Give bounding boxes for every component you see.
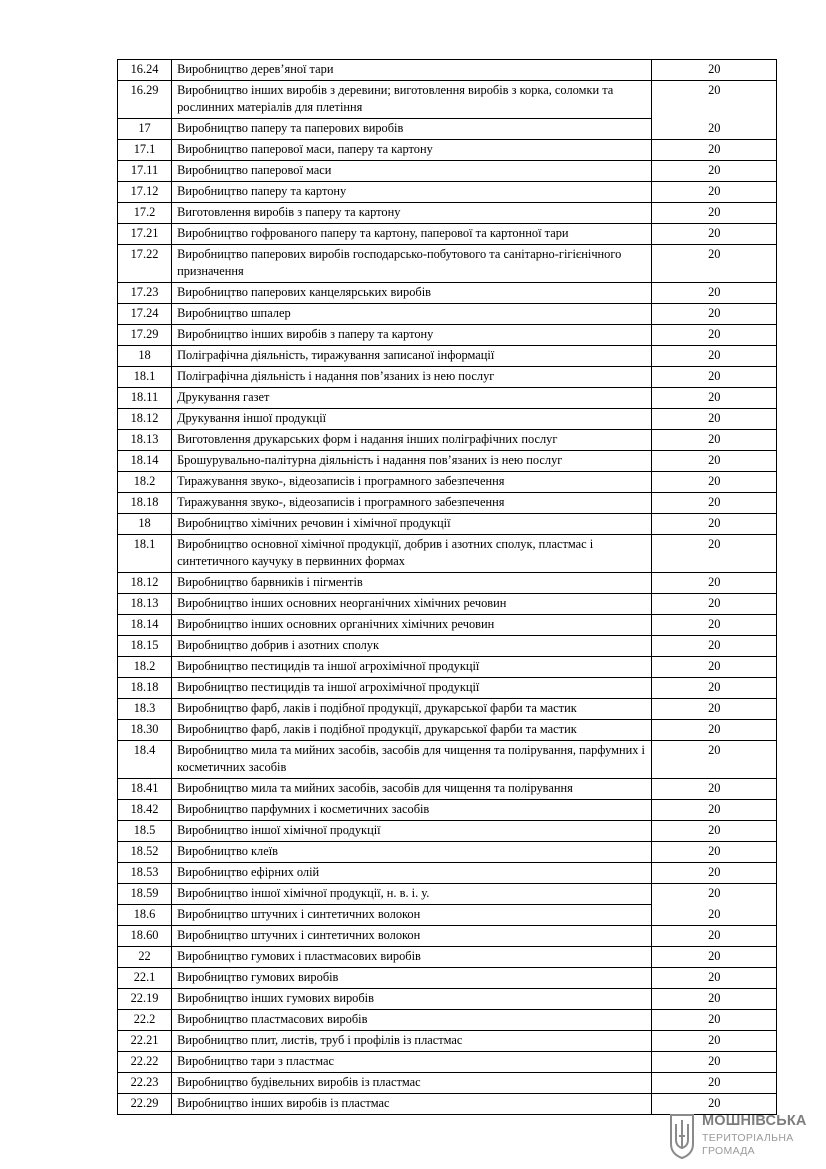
code-cell: 18.14	[118, 615, 172, 636]
code-cell: 17.12	[118, 182, 172, 203]
table-row	[118, 493, 777, 514]
name-cell: Виробництво парфумних і косметичних засобів	[172, 800, 651, 821]
name-cell: Виробництво ефірних олій	[172, 863, 651, 884]
table-row	[118, 430, 777, 451]
rate-cell: 20	[651, 947, 776, 968]
community-logo	[668, 1112, 808, 1160]
rate-cell: 20	[651, 514, 776, 535]
rate-cell: 20	[651, 161, 776, 182]
name-cell: Виробництво іншої хімічної продукції	[172, 821, 651, 842]
code-cell: 17.24	[118, 304, 172, 325]
code-cell: 18.1	[118, 367, 172, 388]
name-cell: Виробництво гумових виробів	[172, 968, 651, 989]
table-row	[118, 968, 777, 989]
table-row	[118, 161, 777, 182]
name-cell: Виробництво клеїв	[172, 842, 651, 863]
code-cell: 22.1	[118, 968, 172, 989]
name-cell: Виробництво дерев’яної тари	[172, 60, 651, 81]
code-cell: 17	[118, 119, 172, 140]
code-cell: 17.23	[118, 283, 172, 304]
rate-cell: 20	[651, 968, 776, 989]
table-row	[118, 451, 777, 472]
name-cell: Виробництво пластмасових виробів	[172, 1010, 651, 1031]
table-row	[118, 926, 777, 947]
name-cell: Виготовлення виробів з паперу та картону	[172, 203, 651, 224]
rate-cell: 20	[651, 203, 776, 224]
table-row	[118, 741, 777, 779]
name-cell: Виробництво мила та мийних засобів, засобів для чищення та полірування, парфумних і косметичних засобів	[172, 741, 651, 779]
logo-subtitle-2: ГРОМАДА	[702, 1145, 755, 1157]
name-cell: Виробництво паперової маси, паперу та картону	[172, 140, 651, 161]
rate-cell: 20	[651, 863, 776, 884]
name-cell: Виробництво паперових виробів господарсько-побутового та санітарно-гігієнічного призначення	[172, 245, 651, 283]
name-cell: Виробництво паперової маси	[172, 161, 651, 182]
table-row	[118, 947, 777, 968]
name-cell: Виробництво гумових і пластмасових виробів	[172, 947, 651, 968]
code-cell: 22.23	[118, 1073, 172, 1094]
name-cell: Виробництво фарб, лаків і подібної продукції, друкарської фарби та мастик	[172, 699, 651, 720]
code-cell: 18.52	[118, 842, 172, 863]
rate-cell: 20	[651, 224, 776, 245]
table-row	[118, 367, 777, 388]
rate-cell: 20	[651, 119, 776, 140]
name-cell: Виробництво інших виробів з деревини; виготовлення виробів з корка, соломки та рослинних матеріалів для плетіння	[172, 81, 651, 119]
name-cell: Виробництво шпалер	[172, 304, 651, 325]
table-row	[118, 81, 777, 119]
code-cell: 18.11	[118, 388, 172, 409]
code-cell: 18.59	[118, 884, 172, 905]
rate-cell: 20	[651, 678, 776, 699]
code-cell: 22.22	[118, 1052, 172, 1073]
table-row	[118, 245, 777, 283]
code-cell: 16.29	[118, 81, 172, 119]
table-row	[118, 182, 777, 203]
activity-rates-table	[117, 59, 777, 1115]
table-row	[118, 119, 777, 140]
rate-cell: 20	[651, 989, 776, 1010]
name-cell: Друкування газет	[172, 388, 651, 409]
table-row	[118, 1031, 777, 1052]
code-cell: 22.21	[118, 1031, 172, 1052]
code-cell: 18	[118, 346, 172, 367]
rate-cell: 20	[651, 720, 776, 741]
rate-cell: 20	[651, 884, 776, 905]
code-cell: 18.4	[118, 741, 172, 779]
name-cell: Виробництво паперових канцелярських виробів	[172, 283, 651, 304]
table-row	[118, 388, 777, 409]
code-cell: 22.19	[118, 989, 172, 1010]
rate-cell: 20	[651, 926, 776, 947]
code-cell: 22.29	[118, 1094, 172, 1115]
table-row	[118, 140, 777, 161]
table-row	[118, 720, 777, 741]
name-cell: Виробництво інших основних органічних хімічних речовин	[172, 615, 651, 636]
code-cell: 17.2	[118, 203, 172, 224]
code-cell: 17.29	[118, 325, 172, 346]
rate-cell: 20	[651, 615, 776, 636]
rate-cell: 20	[651, 367, 776, 388]
table-row	[118, 514, 777, 535]
name-cell: Виготовлення друкарських форм і надання інших поліграфічних послуг	[172, 430, 651, 451]
rate-cell: 20	[651, 346, 776, 367]
name-cell: Виробництво паперу та картону	[172, 182, 651, 203]
table-row	[118, 1010, 777, 1031]
rate-cell: 20	[651, 283, 776, 304]
code-cell: 18.60	[118, 926, 172, 947]
code-cell: 18.13	[118, 430, 172, 451]
name-cell: Поліграфічна діяльність, тиражування записаної інформації	[172, 346, 651, 367]
code-cell: 18.12	[118, 573, 172, 594]
rate-cell: 20	[651, 245, 776, 283]
rate-cell: 20	[651, 741, 776, 779]
code-cell: 18.15	[118, 636, 172, 657]
code-cell: 17.1	[118, 140, 172, 161]
rate-cell: 20	[651, 60, 776, 81]
name-cell: Виробництво штучних і синтетичних волокон	[172, 905, 651, 926]
name-cell: Виробництво мила та мийних засобів, засобів для чищення та полірування	[172, 779, 651, 800]
name-cell: Брошурувально-палітурна діяльність і надання пов’язаних із нею послуг	[172, 451, 651, 472]
code-cell: 17.11	[118, 161, 172, 182]
rate-cell: 20	[651, 573, 776, 594]
code-cell: 18.42	[118, 800, 172, 821]
name-cell: Виробництво паперу та паперових виробів	[172, 119, 651, 140]
table-row	[118, 224, 777, 245]
code-cell: 18.30	[118, 720, 172, 741]
table-body	[118, 60, 777, 1115]
table-row	[118, 636, 777, 657]
name-cell: Виробництво інших виробів з паперу та картону	[172, 325, 651, 346]
table-row	[118, 884, 777, 905]
table-row	[118, 779, 777, 800]
table-row	[118, 615, 777, 636]
code-cell: 18.2	[118, 472, 172, 493]
logo-subtitle-1: ТЕРИТОРІАЛЬНА	[702, 1132, 794, 1144]
table-row	[118, 657, 777, 678]
rate-cell: 20	[651, 1052, 776, 1073]
rate-cell: 20	[651, 493, 776, 514]
name-cell: Друкування іншої продукції	[172, 409, 651, 430]
rate-cell: 20	[651, 800, 776, 821]
code-cell: 18.1	[118, 535, 172, 573]
trident-emblem-icon	[668, 1112, 696, 1160]
name-cell: Виробництво пестицидів та іншої агрохімічної продукції	[172, 678, 651, 699]
name-cell: Виробництво плит, листів, труб і профілів із пластмас	[172, 1031, 651, 1052]
name-cell: Виробництво гофрованого паперу та картону, паперової та картонної тари	[172, 224, 651, 245]
rate-cell: 20	[651, 140, 776, 161]
code-cell: 18.18	[118, 678, 172, 699]
rate-cell: 20	[651, 657, 776, 678]
name-cell: Виробництво добрив і азотних сполук	[172, 636, 651, 657]
table-row	[118, 594, 777, 615]
table-row	[118, 842, 777, 863]
rate-cell: 20	[651, 1010, 776, 1031]
logo-title: МОШНІВСЬКА	[702, 1113, 807, 1129]
rate-cell: 20	[651, 779, 776, 800]
code-cell: 18.3	[118, 699, 172, 720]
table-row	[118, 905, 777, 926]
code-cell: 17.21	[118, 224, 172, 245]
code-cell: 18.2	[118, 657, 172, 678]
code-cell: 18.5	[118, 821, 172, 842]
rate-cell: 20	[651, 535, 776, 573]
rate-cell: 20	[651, 409, 776, 430]
rate-cell: 20	[651, 636, 776, 657]
name-cell: Виробництво тари з пластмас	[172, 1052, 651, 1073]
table-row	[118, 863, 777, 884]
table-row	[118, 800, 777, 821]
code-cell: 18.6	[118, 905, 172, 926]
rate-cell: 20	[651, 388, 776, 409]
rate-cell: 20	[651, 1094, 776, 1115]
name-cell: Виробництво штучних і синтетичних волокон	[172, 926, 651, 947]
code-cell: 16.24	[118, 60, 172, 81]
table-row	[118, 203, 777, 224]
rate-cell: 20	[651, 1031, 776, 1052]
rate-cell: 20	[651, 905, 776, 926]
table-row	[118, 472, 777, 493]
table-row	[118, 304, 777, 325]
rate-cell: 20	[651, 182, 776, 203]
name-cell: Виробництво інших основних неорганічних хімічних речовин	[172, 594, 651, 615]
rate-cell: 20	[651, 325, 776, 346]
code-cell: 18.13	[118, 594, 172, 615]
name-cell: Тиражування звуко-, відеозаписів і програмного забезпечення	[172, 472, 651, 493]
code-cell: 18.14	[118, 451, 172, 472]
name-cell: Тиражування звуко-, відеозаписів і програмного забезпечення	[172, 493, 651, 514]
name-cell: Виробництво основної хімічної продукції, добрив і азотних сполук, пластмас і синтетичного каучуку в первинних формах	[172, 535, 651, 573]
name-cell: Виробництво пестицидів та іншої агрохімічної продукції	[172, 657, 651, 678]
name-cell: Виробництво іншої хімічної продукції, н. в. і. у.	[172, 884, 651, 905]
rate-cell: 20	[651, 304, 776, 325]
code-cell: 18.18	[118, 493, 172, 514]
code-cell: 22.2	[118, 1010, 172, 1031]
code-cell: 18.41	[118, 779, 172, 800]
table-row	[118, 989, 777, 1010]
table-row	[118, 535, 777, 573]
rate-cell: 20	[651, 451, 776, 472]
name-cell: Виробництво інших виробів із пластмас	[172, 1094, 651, 1115]
table-row	[118, 678, 777, 699]
table-row	[118, 1073, 777, 1094]
rate-cell: 20	[651, 472, 776, 493]
name-cell: Виробництво хімічних речовин і хімічної продукції	[172, 514, 651, 535]
rate-cell: 20	[651, 842, 776, 863]
table-row	[118, 821, 777, 842]
name-cell: Поліграфічна діяльність і надання пов’язаних із нею послуг	[172, 367, 651, 388]
rate-cell: 20	[651, 594, 776, 615]
table-row	[118, 325, 777, 346]
name-cell: Виробництво барвників і пігментів	[172, 573, 651, 594]
name-cell: Виробництво будівельних виробів із пластмас	[172, 1073, 651, 1094]
rate-cell: 20	[651, 430, 776, 451]
table-row	[118, 573, 777, 594]
table-row	[118, 60, 777, 81]
rate-cell: 20	[651, 81, 776, 119]
code-cell: 22	[118, 947, 172, 968]
code-cell: 17.22	[118, 245, 172, 283]
code-cell: 18	[118, 514, 172, 535]
table-row	[118, 699, 777, 720]
rate-cell: 20	[651, 821, 776, 842]
rate-cell: 20	[651, 699, 776, 720]
table-row	[118, 283, 777, 304]
name-cell: Виробництво інших гумових виробів	[172, 989, 651, 1010]
code-cell: 18.12	[118, 409, 172, 430]
table-row	[118, 346, 777, 367]
code-cell: 18.53	[118, 863, 172, 884]
table-row	[118, 1052, 777, 1073]
table-row	[118, 409, 777, 430]
name-cell: Виробництво фарб, лаків і подібної продукції, друкарської фарби та мастик	[172, 720, 651, 741]
rate-cell: 20	[651, 1073, 776, 1094]
